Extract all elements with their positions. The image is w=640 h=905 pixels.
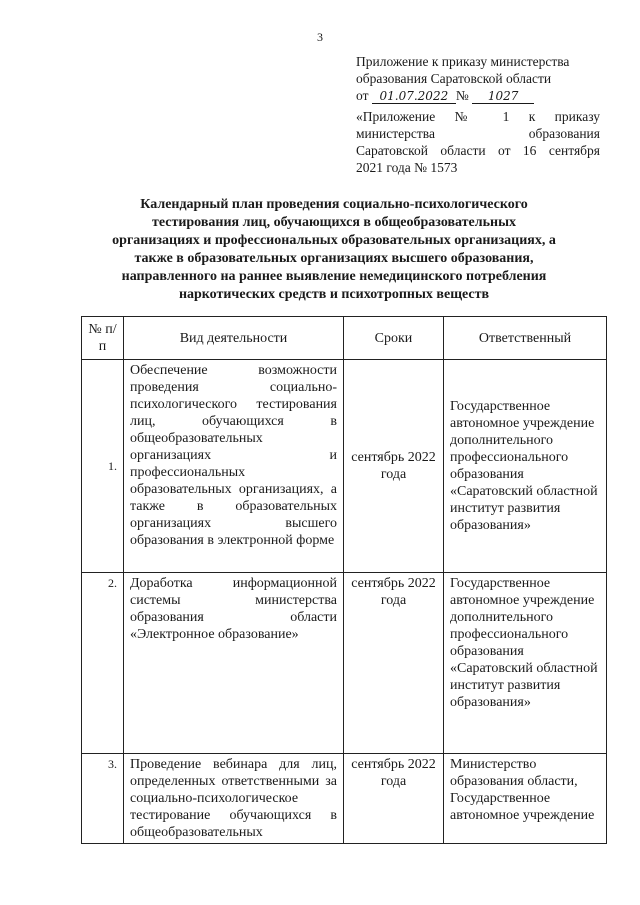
row-num: 3. <box>82 754 124 844</box>
header-num: № п/п <box>82 317 124 360</box>
handwritten-date: 01.07.2022 <box>372 89 456 104</box>
number-prefix: № <box>455 88 469 103</box>
row-activity: Доработка информационной системы министерства образования области «Электронное образование» <box>124 573 344 754</box>
appendix-line-1: Приложение к приказу министерства <box>356 54 570 69</box>
row-responsible: Государственное автономное учреждение дополнительного профессионального образования «Саратовский областной институт развития образования» <box>444 573 607 754</box>
quote-line-4: 2021 года № 1573 <box>356 160 458 175</box>
page-number: 3 <box>317 30 323 44</box>
row-term: сентябрь 2022 года <box>344 573 444 754</box>
quote-line-2: министерства образования <box>356 126 600 141</box>
header-responsible: Ответственный <box>444 317 607 360</box>
document-title: Календарный план проведения социально-психологического тестирования лиц, обучающихся в общеобразовательных организациях и профессиональных образовательных организациях, а также в образовательных организациях высшего образования, направленного на раннее выявление немедицинского потребления наркотических средств и психотропных веществ <box>112 197 556 302</box>
row-term: сентябрь 2022 года <box>344 754 444 844</box>
calendar-plan-table <box>81 316 607 844</box>
handwritten-number: 1027 <box>472 89 534 104</box>
row-responsible: Министерство образования области, Государственное автономное учреждение <box>444 754 607 844</box>
row-responsible: Государственное автономное учреждение дополнительного профессионального образования «Саратовский областной институт развития образования» <box>444 360 607 573</box>
row-num: 1. <box>82 360 124 573</box>
appendix-line-2: образования Саратовской области <box>356 71 552 86</box>
date-prefix: от <box>356 88 369 103</box>
table-row <box>82 754 607 844</box>
quote-line-1: «Приложение № 1 к приказу <box>356 109 600 124</box>
row-term: сентябрь 2022 года <box>344 360 444 573</box>
table-row <box>82 573 607 754</box>
quote-line-3: Саратовской области от 16 сентября <box>356 143 600 158</box>
row-activity: Проведение вебинара для лиц, определенных ответственными за социально-психологическое тестирование обучающихся в общеобразовательных <box>124 754 344 844</box>
header-term: Сроки <box>344 317 444 360</box>
row-num: 2. <box>82 573 124 754</box>
table-header-row <box>82 317 607 360</box>
appendix-block <box>356 53 600 176</box>
row-activity: Обеспечение возможности проведения социально-психологического тестирования лиц, обучающихся в общеобразовательных организациях и профессиональных образовательных организациях, а также в образовательных организациях высшего образования в электронной форме <box>124 360 344 573</box>
table-row <box>82 360 607 573</box>
header-activity: Вид деятельности <box>124 317 344 360</box>
appendix-date-line <box>356 87 600 104</box>
